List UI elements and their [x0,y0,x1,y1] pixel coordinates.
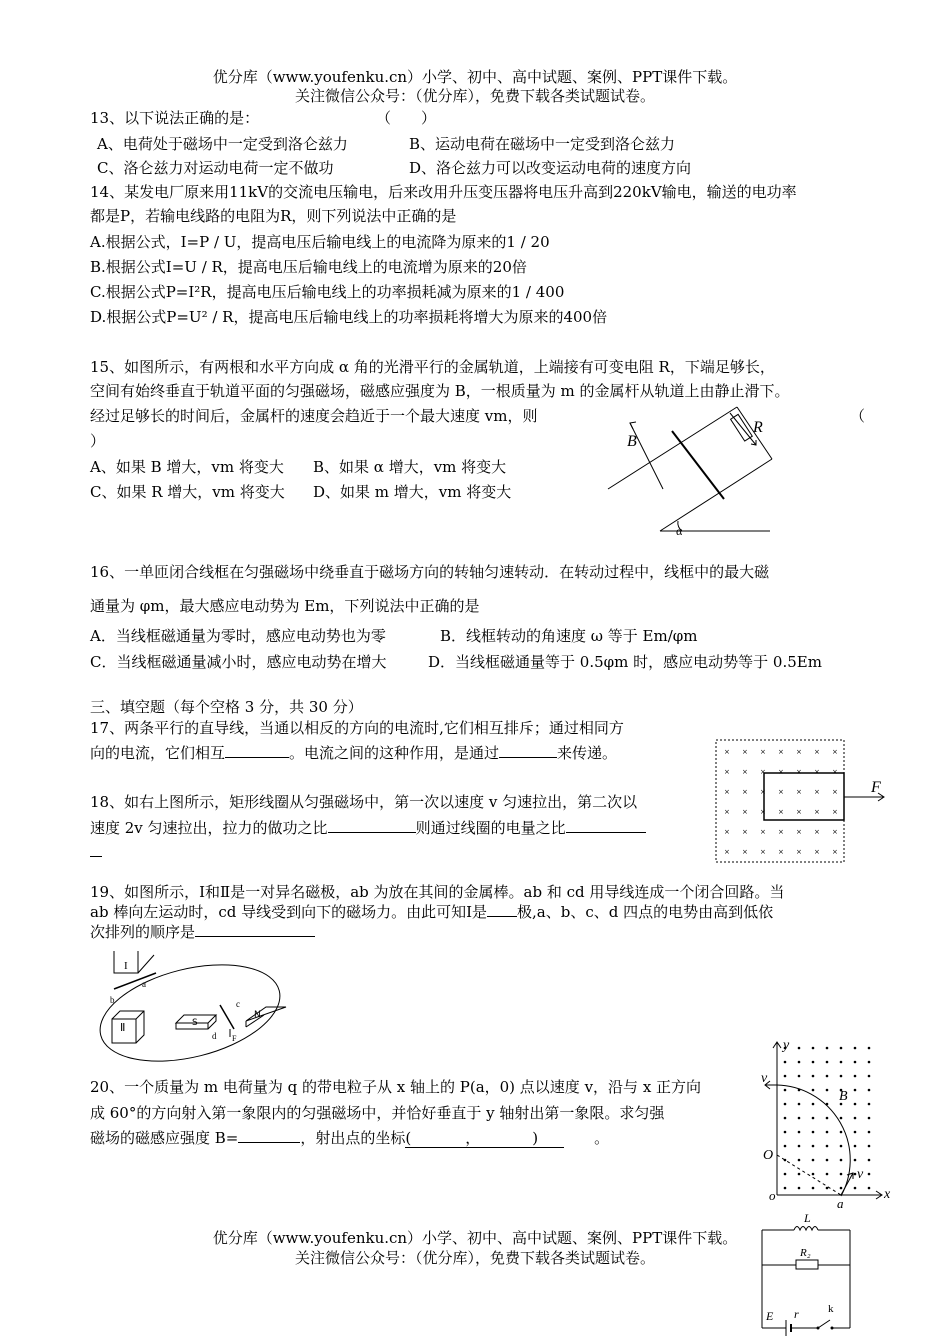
field-dot-mark [868,1145,871,1148]
q20-field-figure [757,1030,907,1210]
q13-option-b: B、运动电荷在磁场中一定受到洛仑兹力 [409,135,676,153]
q20-fig-label-O: O [763,1148,774,1163]
field-cross-mark: × [742,768,748,776]
field-cross-mark: × [814,768,820,776]
field-dot-mark [854,1173,857,1176]
q15-fig-label-alpha: α [676,524,683,538]
circuit-label-k: k [828,1303,834,1315]
field-cross-mark: × [814,788,820,796]
field-cross-mark: × [724,808,730,816]
q18-text-a: 速度 2v 匀速拉出，拉力的做功之比 [90,819,328,837]
q20-fig-label-B: B [839,1089,848,1104]
field-dot-mark [812,1187,815,1190]
q14-stem-1: 14、某发电厂原来用11kV的交流电压输电，后来改用升压变压器将电压升高到220kV输电，输送的电功率 [90,183,797,201]
field-dot-mark [826,1159,829,1162]
q16-option-a: A．当线框磁通量为零时，感应电动势也为零 [90,627,386,645]
field-dot-mark [868,1103,871,1106]
field-dot-mark [812,1159,815,1162]
field-dot-mark [826,1117,829,1120]
field-dot-mark [798,1117,801,1120]
q16-option-c: C．当线框磁通量减小时，感应电动势在增大 [90,653,387,671]
q20-fig-label-v-top: v [761,1071,768,1086]
q13-stem: 13、以下说法正确的是： [90,109,260,127]
field-dot-mark [868,1117,871,1120]
field-dot-mark [854,1187,857,1190]
q17-line-2 [90,743,617,763]
q14-option-d: D.根据公式P=U² / R，提高电压后输电线上的功率损耗将增大为原来的400倍 [90,308,608,326]
field-dot-mark [854,1047,857,1050]
field-dot-mark [798,1047,801,1050]
field-cross-mark: × [796,848,802,856]
field-dot-mark [854,1159,857,1162]
field-dot-mark [784,1173,787,1176]
field-dot-mark [784,1117,787,1120]
q14-option-b: B.根据公式I=U / R，提高电压后输电线上的电流增为原来的20倍 [90,258,527,276]
field-dot-mark [784,1103,787,1106]
q14-option-c: C.根据公式P=I²R，提高电压后输电线上的功率损耗减为原来的1 / 400 [90,283,565,301]
q15-option-d: D、如果 m 增大，vm 将变大 [313,483,512,501]
field-dot-mark [840,1131,843,1134]
q15-stem-2: 空间有始终垂直于轨道平面的匀强磁场，磁感应强度为 B，一根质量为 m 的金属杆从轨道上由静止滑下。 [90,382,790,400]
field-cross-mark: × [760,808,766,816]
field-dot-mark [840,1159,843,1162]
field-dot-mark [826,1131,829,1134]
field-cross-mark: × [760,848,766,856]
q18-blank-tail [90,856,102,857]
q18-line-2 [90,818,646,838]
field-dot-mark [854,1117,857,1120]
field-dot-mark [868,1047,871,1050]
q18-text-b: 则通过线圈的电量之比 [415,819,566,837]
field-cross-mark: × [814,748,820,756]
footer-line-1: 优分库（www.youfenku.cn）小学、初中、高中试题、案例、PPT课件下载。 [212,1229,738,1247]
field-dot-mark [784,1187,787,1190]
field-dot-mark [812,1089,815,1092]
field-dot-mark [840,1061,843,1064]
field-cross-mark: × [760,768,766,776]
field-cross-mark: × [724,768,730,776]
field-cross-mark: × [778,788,784,796]
q14-option-a: A.根据公式，I=P / U，提高电压后输电线上的电流降为原来的1 / 20 [90,233,550,251]
field-cross-mark: × [796,788,802,796]
circuit-figure [750,1208,870,1342]
field-cross-mark: × [832,828,838,836]
q17-text-a: 向的电流，它们相互 [90,744,226,762]
field-cross-mark: × [778,748,784,756]
q19-line-2 [90,902,773,922]
q19-text-b: 极,a、b、c、d 四点的电势由高到低依 [517,903,774,921]
field-cross-mark: × [778,848,784,856]
field-cross-mark: × [724,848,730,856]
q16-option-b: B．线框转动的角速度 ω 等于 Em/φm [440,627,698,645]
q19-fig-label-a: a [142,979,146,989]
field-dot-mark [826,1173,829,1176]
field-dot-mark [812,1075,815,1078]
field-cross-mark: × [778,768,784,776]
field-dot-mark [854,1075,857,1078]
field-dot-mark [798,1159,801,1162]
field-cross-mark: × [742,828,748,836]
q20-fig-label-a: a [837,1196,844,1210]
field-dot-mark [854,1131,857,1134]
q20-paren-open: ( [405,1129,412,1147]
q15-rail-figure [600,405,780,540]
q19-line-3 [90,922,315,942]
q19-fig-label-b: b [110,995,115,1005]
q19-fig-label-I: I [124,960,128,972]
q20-line-2: 成 60°的方向射入第一象限内的匀强磁场中，并恰好垂直于 y 轴射出第一象限。求匀强 [90,1104,665,1122]
q19-fig-label-S: S [192,1018,198,1028]
field-cross-mark: × [832,808,838,816]
q15-stem-3: 经过足够长的时间后，金属杆的速度会趋近于一个最大速度 vm，则 [90,407,538,425]
q20-paren-close: ) [532,1129,539,1147]
header-line-2: 关注微信公众号：（优分库），免费下载各类试题试卷。 [294,87,655,105]
field-dot-mark [868,1187,871,1190]
field-cross-mark: × [742,848,748,856]
field-dot-mark [854,1089,857,1092]
field-dot-mark [868,1131,871,1134]
field-cross-mark: × [814,848,820,856]
field-dot-mark [868,1089,871,1092]
field-dot-mark [812,1117,815,1120]
field-cross-mark: × [796,768,802,776]
field-dot-mark [840,1075,843,1078]
field-dot-mark [784,1075,787,1078]
field-dot-mark [840,1187,843,1190]
field-cross-mark: × [814,808,820,816]
q17-text-b: 。电流之间的这种作用，是通过 [289,744,500,762]
q15-option-b: B、如果 α 增大，vm 将变大 [313,458,507,476]
q18-blank-2[interactable] [566,818,646,833]
q17-line-1: 17、两条平行的直导线，当通以相反的方向的电流时,它们相互排斥；通过相同方 [90,719,624,737]
q17-blank-1[interactable] [225,743,289,758]
field-dot-mark [826,1145,829,1148]
field-cross-mark: × [796,748,802,756]
field-cross-mark: × [832,788,838,796]
circuit-label-r: r [794,1307,799,1321]
q19-blank-1[interactable] [487,902,517,917]
q20-comma: ， [465,1129,481,1147]
q20-line-1: 20、一个质量为 m 电荷量为 q 的带电粒子从 x 轴上的 P(a，0) 点以速度 v，沿与 x 正方向 [90,1078,702,1096]
field-dot-mark [812,1103,815,1106]
field-dot-mark [798,1103,801,1106]
header-line-1: 优分库（www.youfenku.cn）小学、初中、高中试题、案例、PPT课件下载。 [212,68,738,86]
q19-line-1: 19、如图所示，Ⅰ和Ⅱ是一对异名磁极，ab 为放在其间的金属棒。ab 和 cd 用导线连成一个闭合回路。当 [90,883,785,901]
q19-text-a: ab 棒向左运动时，cd 导线受到向下的磁场力。由此可知Ⅰ是 [90,903,488,921]
q17-text-c: 来传递。 [557,744,618,762]
field-dot-mark [826,1061,829,1064]
circuit-label-L: L [804,1211,811,1225]
q14-stem-2: 都是P，若输电线路的电阻为R，则下列说法中正确的是 [90,207,457,225]
q20-coordinate-blank[interactable] [405,1129,564,1148]
q15-stem-1: 15、如图所示，有两根和水平方向成 α 角的光滑平行的金属轨道，上端接有可变电阻 R，下端足够长， [90,358,775,376]
q15-paren-open: （ [850,407,866,425]
field-cross-mark: × [724,828,730,836]
section-3-title: 三、填空题（每个空格 3 分，共 30 分） [90,698,363,716]
q18-blank-1[interactable] [328,818,416,833]
field-cross-mark: × [778,808,784,816]
q16-option-d: D．当线框磁通量等于 0.5φm 时，感应电动势等于 0.5Em [428,653,822,671]
q18-fig-label-F: F [871,779,881,796]
q15-paren-close: ） [90,432,106,450]
field-dot-mark [868,1075,871,1078]
field-cross-mark: × [742,788,748,796]
field-dot-mark [812,1145,815,1148]
q20-text-a: 磁场的磁感应强度 B= [90,1129,239,1147]
field-cross-mark: × [796,808,802,816]
q16-stem-2: 通量为 φm，最大感应电动势为 Em，下列说法中正确的是 [90,597,480,615]
field-dot-mark [826,1089,829,1092]
footer-line-2: 关注微信公众号：（优分库），免费下载各类试题试卷。 [294,1249,655,1267]
field-dot-mark [812,1131,815,1134]
field-dot-mark [798,1145,801,1148]
q15-option-a: A、如果 B 增大，vm 将变大 [90,458,284,476]
field-dot-mark [784,1089,787,1092]
q20-period: 。 [594,1129,610,1147]
q13-paren: （ ） [376,109,437,127]
field-dot-mark [854,1145,857,1148]
field-dot-mark [840,1173,843,1176]
circuit-label-E: E [766,1309,774,1323]
field-dot-mark [784,1061,787,1064]
q19-fig-label-F: F [232,1034,237,1043]
field-cross-mark: × [760,748,766,756]
q18-line-1: 18、如右上图所示，矩形线圈从匀强磁场中，第一次以速度 v 匀速拉出，第二次以 [90,793,638,811]
q20-text-b: ，射出点的坐标 [300,1129,406,1147]
field-dot-mark [812,1173,815,1176]
q18-field-figure [714,738,894,864]
field-dot-mark [798,1131,801,1134]
field-dot-mark [840,1145,843,1148]
field-dot-mark [868,1061,871,1064]
q20-fig-label-o: o [769,1188,776,1203]
q19-fig-label-d: d [212,1031,217,1041]
field-cross-mark: × [832,848,838,856]
q20-blank-B[interactable] [238,1128,300,1143]
field-cross-mark: × [742,808,748,816]
field-dot-mark [798,1061,801,1064]
field-cross-mark: × [832,768,838,776]
field-dot-mark [798,1187,801,1190]
q19-fig-label-c: c [236,999,240,1009]
field-dot-mark [868,1173,871,1176]
field-cross-mark: × [760,788,766,796]
field-cross-mark: × [724,748,730,756]
q19-fig-label-N: N [254,1010,261,1020]
field-cross-mark: × [742,748,748,756]
field-dot-mark [812,1061,815,1064]
q13-option-a: A、电荷处于磁场中一定受到洛仑兹力 [97,135,348,153]
q20-fig-label-x: x [884,1187,891,1202]
field-dot-mark [868,1159,871,1162]
field-dot-mark [826,1047,829,1050]
q15-fig-label-B: B [627,433,637,450]
field-cross-mark: × [760,828,766,836]
q19-blank-2[interactable] [195,922,315,937]
q15-fig-label-R: R [753,419,763,436]
field-dot-mark [840,1047,843,1050]
field-dot-mark [784,1145,787,1148]
field-cross-mark: × [814,828,820,836]
field-dot-mark [840,1117,843,1120]
field-cross-mark: × [796,828,802,836]
field-cross-mark: × [778,828,784,836]
q19-text-c: 次排列的顺序是 [90,923,196,941]
q17-blank-2[interactable] [499,743,557,758]
field-cross-mark: × [724,788,730,796]
q20-fig-label-v-bottom: v [857,1167,864,1182]
field-dot-mark [798,1075,801,1078]
q13-option-c: C、洛仑兹力对运动电荷一定不做功 [97,159,334,177]
field-cross-mark: × [832,748,838,756]
circuit-label-R2: R₂ [800,1247,811,1259]
field-dot-mark [854,1103,857,1106]
q20-fig-label-y: y [783,1038,790,1053]
field-dot-mark [854,1061,857,1064]
q15-option-c: C、如果 R 增大，vm 将变大 [90,483,285,501]
q16-stem-1: 16、一单匝闭合线框在匀强磁场中绕垂直于磁场方向的转轴匀速转动．在转动过程中，线框中的最大磁 [90,563,770,581]
q20-line-3 [90,1128,609,1148]
q19-magnet-figure [96,945,296,1065]
q13-option-d: D、洛仑兹力可以改变运动电荷的速度方向 [409,159,692,177]
field-dot-mark [826,1075,829,1078]
q19-fig-label-II: Ⅱ [120,1022,126,1034]
field-dot-mark [784,1131,787,1134]
field-dot-mark [812,1047,815,1050]
field-dot-mark [798,1173,801,1176]
